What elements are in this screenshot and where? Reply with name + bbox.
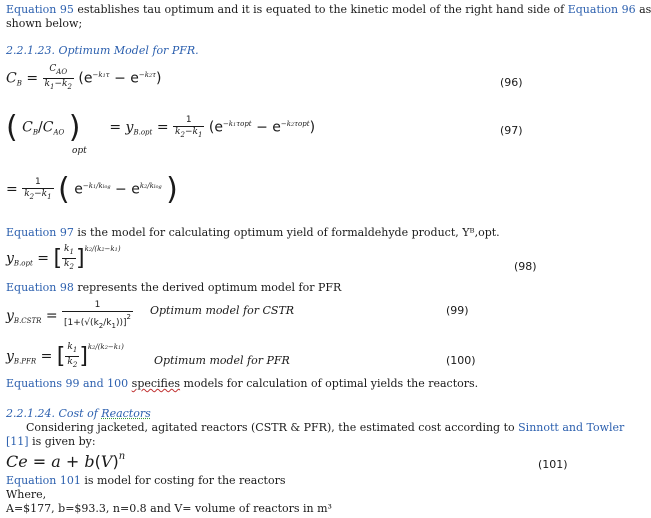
equation-97-note: Equation 97 is the model for calculating optimum yield of formaldehyde product, Yᴮ,opt.	[6, 226, 500, 239]
equation-97-opt-subscript: opt	[72, 146, 87, 156]
cost-paragraph-line-1: Considering jacketed, agitated reactors (CSTR & PFR), the estimated cost according to Sinnott and Towler	[26, 421, 625, 434]
equation-96-number: (96)	[500, 76, 523, 89]
section-heading-cost-of-reactors: 2.2.1.24. Cost of Reactors	[6, 407, 151, 420]
equation-97: ( $C_B/C_{AO}$ ) = $y_{B.opt}$ = $\frac{1}{k_2-k_1}$ $(e^{-k1\tau opt} - e^{-k2\tau opt})$	[6, 110, 316, 145]
equation-95-link[interactable]: Equation 95	[6, 3, 74, 16]
equation-98: $y_{B.opt}$ = [ $\frac{k_1}{k_2}$ ]$^{k2/(k2-k1)}$	[6, 244, 121, 271]
equation-101-note: Equation 101 is model for costing for the reactors	[6, 474, 286, 487]
cost-parameter-values: A=$177, b=$93.3, n=0.8 and V= volume of reactors in m³	[6, 502, 332, 515]
equations-99-100-link[interactable]: Equations 99 and 100	[6, 377, 129, 390]
equation-101-link[interactable]: Equation 101	[6, 474, 81, 487]
where-label: Where,	[6, 488, 47, 501]
section-heading-optimum-pfr: 2.2.1.23. Optimum Model for PFR.	[6, 44, 199, 57]
equation-101-number: (101)	[538, 458, 568, 471]
intro-text-tail: as	[635, 3, 651, 16]
equation-99-number: (99)	[446, 304, 469, 317]
equation-100-number: (100)	[446, 354, 476, 367]
equation-98-number: (98)	[514, 260, 537, 273]
intro-line-1	[6, 3, 651, 17]
equation-97-continued: = $\frac{1}{k_2-k_1}$ ( $e^{-k1/klog} - e^{k2/klog}$ )	[6, 172, 178, 207]
sinnott-towler-link[interactable]: Sinnott and Towler	[518, 421, 625, 434]
equation-99-label: Optimum model for CSTR	[150, 304, 295, 317]
intro-line-2: shown below;	[6, 17, 83, 30]
equation-101: $Ce = a + b(V)^n$	[6, 451, 126, 471]
equation-98-link[interactable]: Equation 98	[6, 281, 74, 294]
equation-96: $C_B$ = $\frac{C_{AO}}{k_1-k_2}$ $(e^{-k1\tau} - e^{-k2\tau})$	[6, 64, 162, 91]
equations-99-100-note: Equations 99 and 100 specifies models for calculation of optimal yields the reactors.	[6, 377, 479, 390]
equation-99: $y_{B.CSTR}$ = $\frac{1}{[1+(√(k_2/k_1))]^2}$	[6, 300, 131, 330]
reference-11-link[interactable]: [11]	[6, 435, 29, 448]
cost-paragraph-line-2: [11] is given by:	[6, 435, 96, 448]
equation-97-number: (97)	[500, 124, 523, 137]
equation-100: $y_{B.PFR}$ = [ $\frac{k_1}{k_2}$ ]$^{k2/(k2-k1)}$	[6, 342, 124, 369]
spellcheck-word: specifies	[131, 377, 181, 390]
equation-96-link[interactable]: Equation 96	[567, 3, 636, 16]
intro-text: establishes tau optimum and it is equated to the kinetic model of the right hand side of	[73, 3, 568, 16]
equation-97-link[interactable]: Equation 97	[6, 226, 74, 239]
equation-98-note: Equation 98 represents the derived optimum model for PFR	[6, 281, 342, 294]
equation-100-label: Optimum model for PFR	[154, 354, 290, 367]
